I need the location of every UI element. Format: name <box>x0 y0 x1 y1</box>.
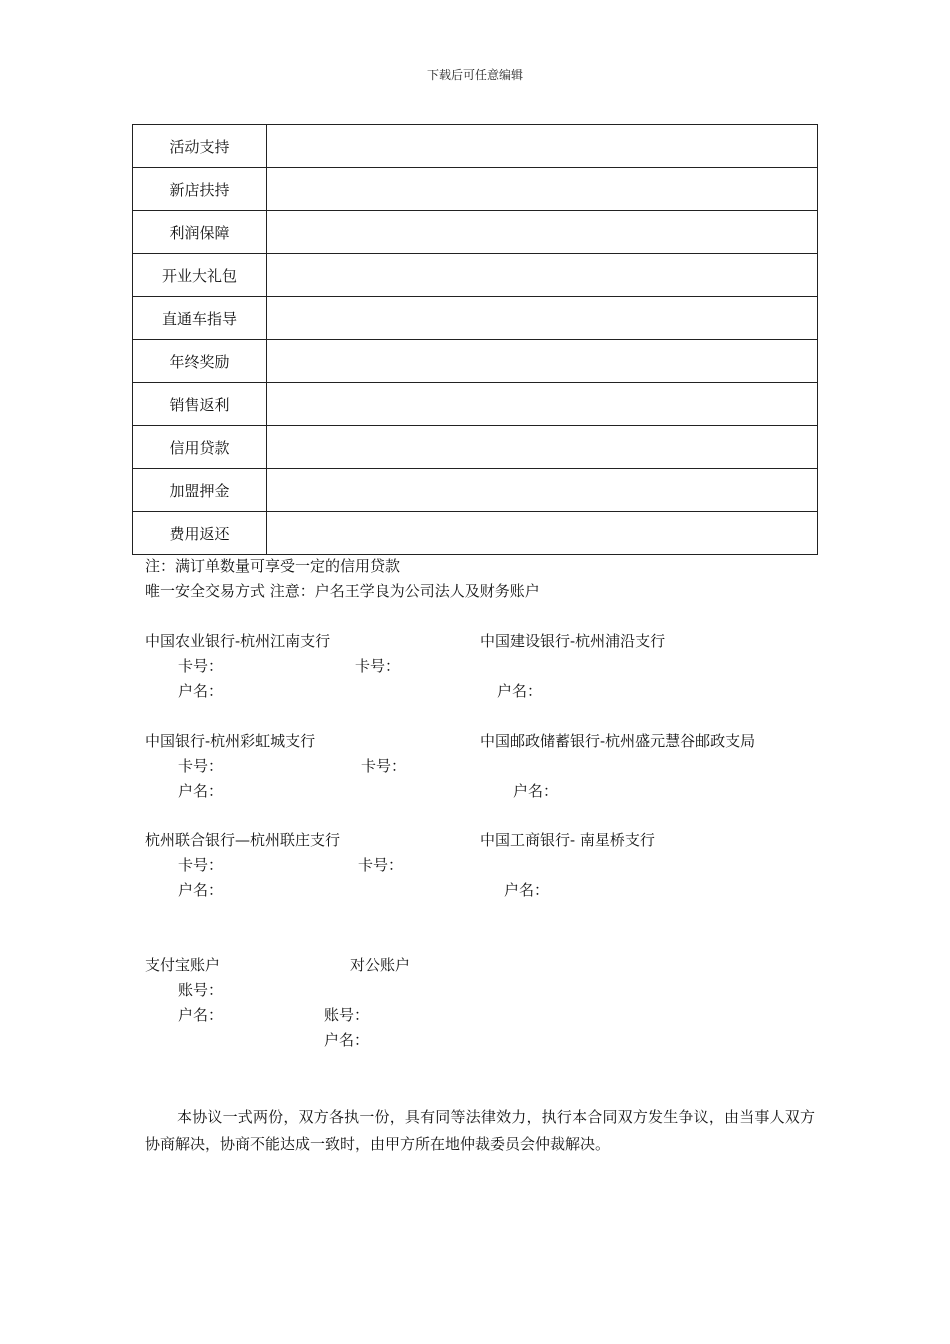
row-label: 新店扶持 <box>133 168 267 211</box>
bank-abc-name: 中国农业银行-杭州江南支行 <box>145 632 331 650</box>
row-value <box>267 297 818 340</box>
bank-hzunion-card-label: 卡号： <box>178 856 224 874</box>
table-row <box>133 469 818 512</box>
bank-ccb-account-label: 户名： <box>497 682 543 700</box>
table-row <box>133 383 818 426</box>
row-value <box>267 340 818 383</box>
corporate-title: 对公账户 <box>350 956 411 974</box>
row-label: 直通车指导 <box>133 297 267 340</box>
credit-note: 注：满订单数量可享受一定的信用贷款 <box>145 557 401 575</box>
row-label: 加盟押金 <box>133 469 267 512</box>
row-label: 活动支持 <box>133 125 267 168</box>
bank-psbc-account-label: 户名： <box>513 782 559 800</box>
benefits-table <box>132 124 818 555</box>
bank-icbc-card-label: 卡号： <box>358 856 404 874</box>
bank-hzunion-name: 杭州联合银行—杭州联庄支行 <box>145 831 341 849</box>
corporate-account-name-label: 户名： <box>324 1031 370 1049</box>
bank-abc-card-label: 卡号： <box>178 657 224 675</box>
row-value <box>267 254 818 297</box>
table-row <box>133 340 818 383</box>
corporate-account-no-label: 账号： <box>324 1006 370 1024</box>
table-row <box>133 211 818 254</box>
bank-ccb-card-label: 卡号： <box>355 657 401 675</box>
agreement-paragraph: 本协议一式两份，双方各执一份，具有同等法律效力，执行本合同双方发生争议，由当事人双方协商解决，协商不能达成一致时，由甲方所在地仲裁委员会仲裁解决。 <box>145 1108 815 1153</box>
table-row <box>133 512 818 555</box>
row-value <box>267 125 818 168</box>
bank-boc-card-label: 卡号： <box>178 757 224 775</box>
bank-ccb-name: 中国建设银行-杭州浦沿支行 <box>480 632 666 650</box>
alipay-title: 支付宝账户 <box>145 956 221 974</box>
bank-hzunion-account-label: 户名： <box>178 881 224 899</box>
bank-icbc-account-label: 户名： <box>504 881 550 899</box>
row-value <box>267 211 818 254</box>
alipay-account-name-label: 户名： <box>178 1006 224 1024</box>
header-note: 下载后可任意编辑 <box>426 68 523 82</box>
row-label: 开业大礼包 <box>133 254 267 297</box>
row-value <box>267 512 818 555</box>
row-value <box>267 383 818 426</box>
row-label: 利润保障 <box>133 211 267 254</box>
row-label: 信用贷款 <box>133 426 267 469</box>
row-value <box>267 168 818 211</box>
bank-boc-name: 中国银行-杭州彩虹城支行 <box>145 732 316 750</box>
bank-icbc-name: 中国工商银行- 南星桥支行 <box>480 831 655 849</box>
table-row <box>133 168 818 211</box>
row-label: 销售返利 <box>133 383 267 426</box>
safety-notice: 唯一安全交易方式 注意：户名王学良为公司法人及财务账户 <box>145 582 540 600</box>
bank-psbc-name: 中国邮政储蓄银行-杭州盛元慧谷邮政支局 <box>480 732 756 750</box>
row-value <box>267 469 818 512</box>
row-label: 费用返还 <box>133 512 267 555</box>
bank-abc-account-label: 户名： <box>178 682 224 700</box>
table-row <box>133 254 818 297</box>
row-label: 年终奖励 <box>133 340 267 383</box>
table-row <box>133 426 818 469</box>
table-row <box>133 297 818 340</box>
table-row <box>133 125 818 168</box>
bank-boc-account-label: 户名： <box>178 782 224 800</box>
alipay-account-no-label: 账号： <box>178 981 224 999</box>
row-value <box>267 426 818 469</box>
bank-psbc-card-label: 卡号： <box>361 757 407 775</box>
